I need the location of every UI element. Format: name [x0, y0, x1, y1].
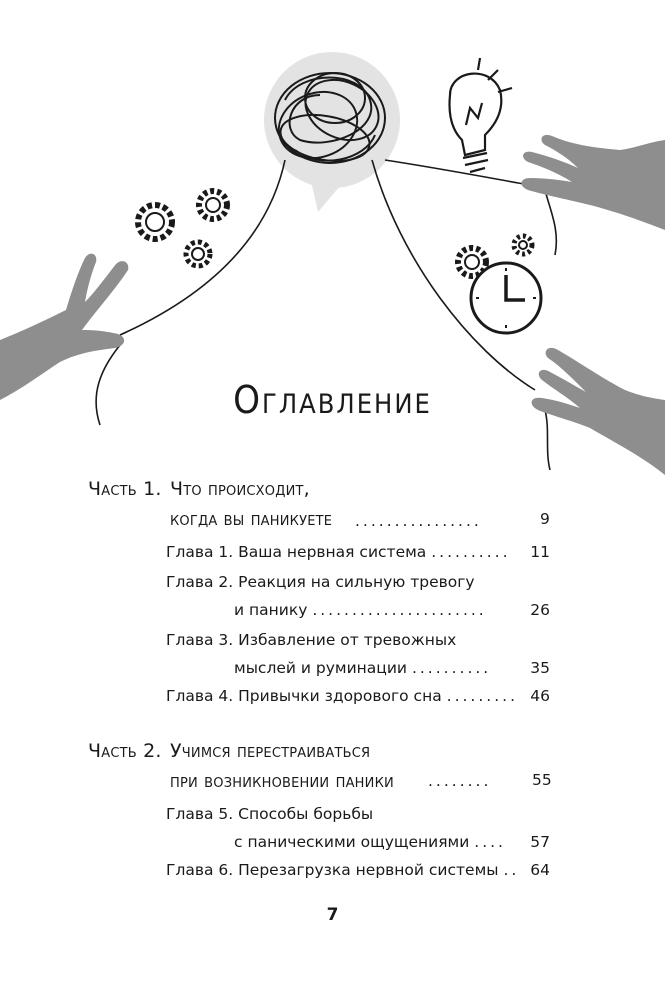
chapter-page-number: 46 [530, 687, 550, 705]
chapter-label: Глава 3. [166, 631, 234, 649]
toc-chapter-4[interactable] [166, 682, 550, 710]
chapter-label: Глава 2. [166, 573, 234, 591]
chapter-dots: .. [503, 861, 520, 879]
part-title-line2: при возникновении паники [170, 770, 394, 792]
chapter-title: Привычки здорового сна [238, 687, 442, 705]
chapter-title-line2: и панику [234, 601, 308, 619]
toc-chapter-6[interactable] [166, 856, 550, 884]
gears-left-icon [138, 191, 227, 266]
chapter-dots: ...................... [312, 601, 487, 619]
toc-chapter-3[interactable] [166, 626, 550, 682]
toc-part-2[interactable] [88, 740, 394, 792]
part-page-number: 9 [540, 510, 550, 528]
chapter-label: Глава 4. [166, 687, 234, 705]
chapter-title: Способы борьбы [238, 805, 374, 823]
toc-chapter-1[interactable] [166, 538, 550, 566]
chapter-title: Реакция на сильную тревогу [238, 573, 475, 591]
chapter-label: Глава 6. [166, 861, 234, 879]
chapter-title-line2: с паническими ощущениями [234, 833, 470, 851]
page-title: Оглавление [233, 378, 432, 422]
part-dots: ................ [355, 512, 482, 530]
page-number: 7 [326, 905, 339, 925]
chapter-title: Перезагрузка нервной системы [238, 861, 499, 879]
part-title-line1: Учимся перестраиваться [170, 740, 371, 762]
chapter-page-number: 26 [530, 601, 550, 619]
chapter-title: Ваша нервная система [238, 543, 427, 561]
clock-icon [471, 263, 541, 333]
toc-chapter-5[interactable] [166, 800, 550, 856]
part-title-line2: когда вы паникуете [170, 508, 333, 530]
chapter-dots: .......... [431, 543, 511, 561]
part-dots: ........ [428, 772, 492, 790]
part-title-line1: Что происходит, [170, 478, 310, 500]
part-label: Часть 2. [88, 740, 162, 762]
chapter-page-number: 11 [530, 543, 550, 561]
chapter-page-number: 64 [530, 861, 550, 879]
part-label: Часть 1. [88, 478, 162, 500]
toc-part-1[interactable] [88, 478, 333, 530]
chapter-title-line2: мыслей и руминации [234, 659, 408, 677]
thought-bubble-icon [264, 52, 400, 212]
chapter-label: Глава 1. [166, 543, 234, 561]
chapter-page-number: 35 [530, 659, 550, 677]
light-bulb-icon [450, 58, 513, 172]
chapter-dots: .......... [411, 659, 492, 677]
toc-chapter-2[interactable] [166, 568, 550, 624]
chapter-dots: ......... [446, 687, 518, 705]
chapter-title: Избавление от тревожных [238, 631, 457, 649]
chapter-page-number: 57 [530, 833, 550, 851]
chapter-label: Глава 5. [166, 805, 234, 823]
chapter-dots: .... [474, 833, 506, 851]
hand-top-right-icon [521, 135, 665, 230]
part-page-number: 55 [532, 771, 552, 789]
